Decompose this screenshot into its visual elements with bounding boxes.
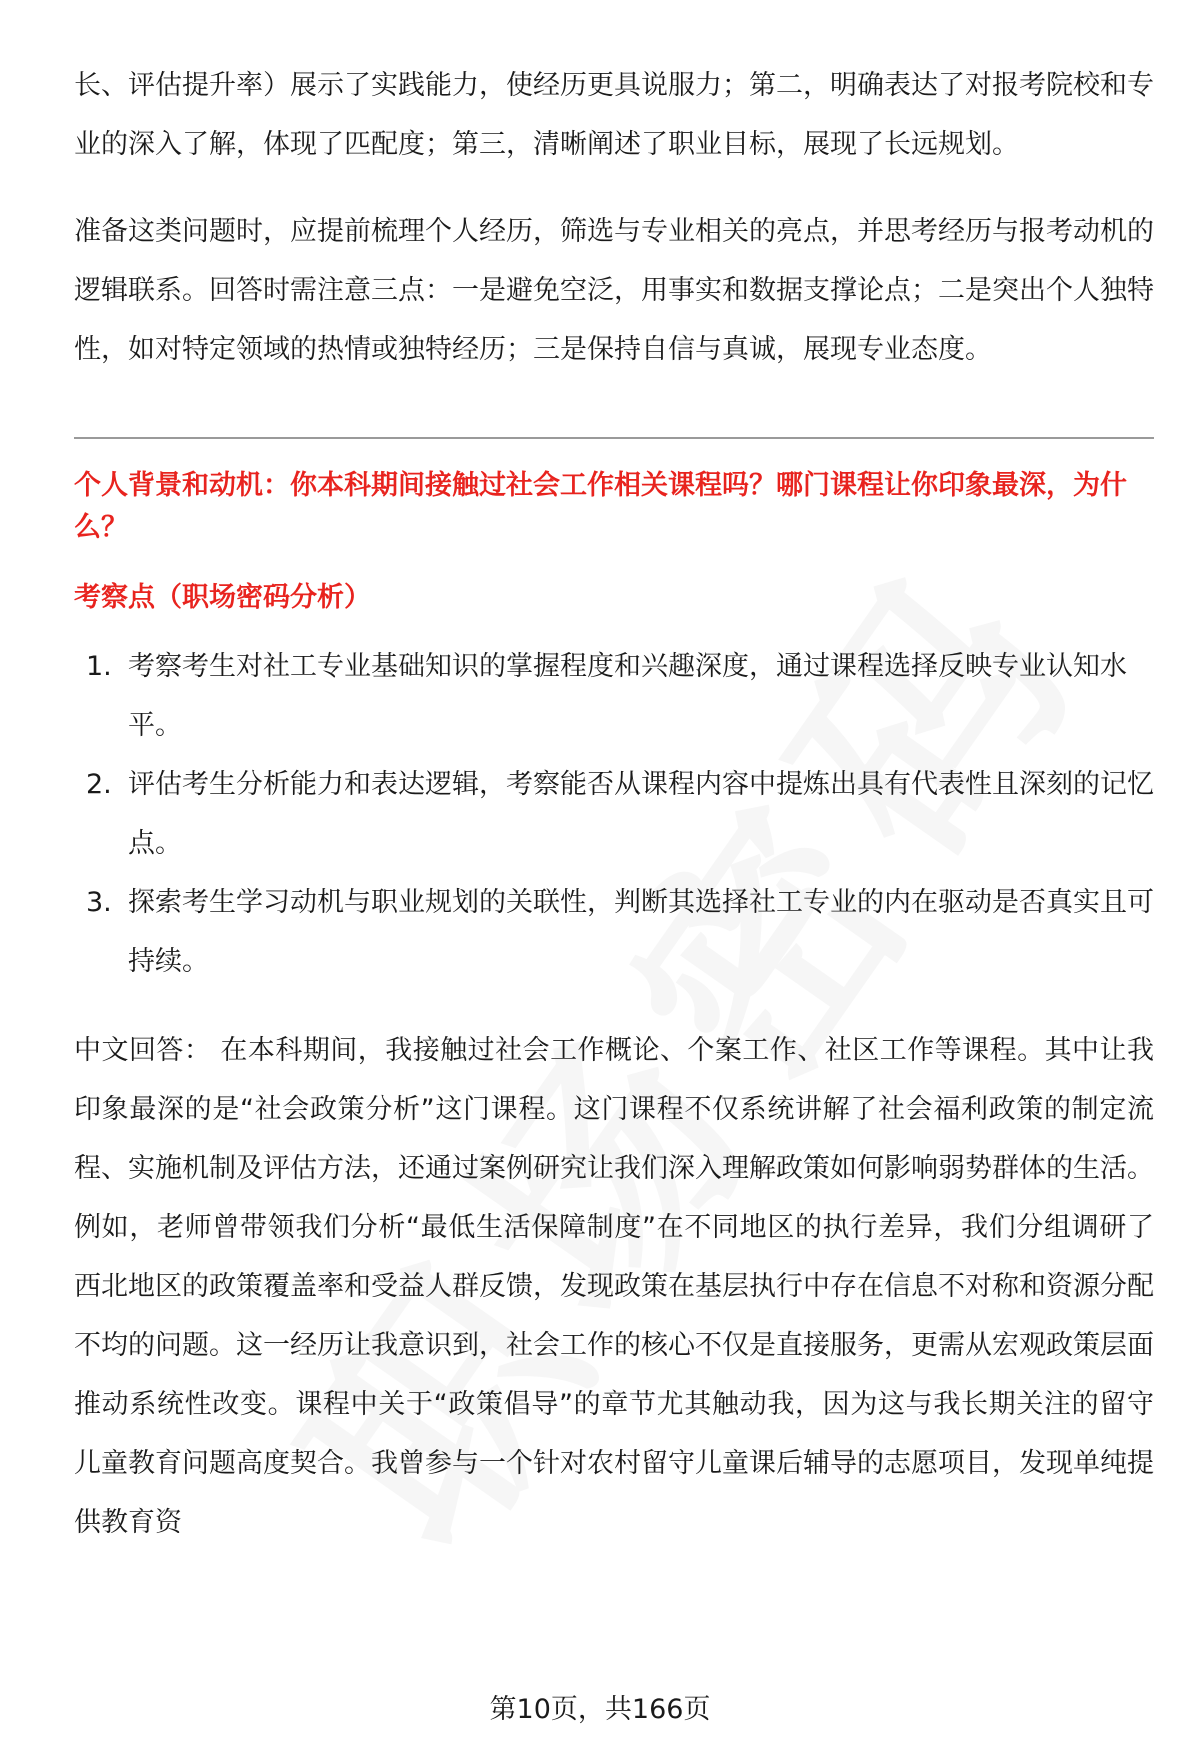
point-text: 考察考生对社工专业基础知识的掌握程度和兴趣深度，通过课程选择反映专业认知水平。	[128, 651, 1127, 741]
point-number: 2.	[86, 769, 112, 800]
point-text: 探索考生学习动机与职业规划的关联性，判断其选择社工专业的内在驱动是否真实且可持续。	[128, 887, 1154, 977]
point-text: 评估考生分析能力和表达逻辑，考察能否从课程内容中提炼出具有代表性且深刻的记忆点。	[128, 769, 1154, 859]
intro-paragraph-2: 准备这类问题时，应提前梳理个人经历，筛选与专业相关的亮点，并思考经历与报考动机的逻辑联系。回答时需注意三点：一是避免空泛，用事实和数据支撑论点；二是突出个人独特性，如对特定领域的热情或独特经历；三是保持自信与真诚，展现专业态度。	[74, 216, 1154, 365]
intro-paragraph-1: 长、评估提升率）展示了实践能力，使经历更具说服力；第二，明确表达了对报考院校和专业的深入了解，体现了匹配度；第三，清晰阐述了职业目标，展现了长远规划。	[74, 70, 1154, 160]
analysis-point	[74, 873, 1154, 991]
page-number-footer: 第10页，共166页	[489, 1694, 711, 1725]
analysis-points-list	[74, 637, 1154, 991]
analysis-heading: 考察点（职场密码分析）	[74, 582, 371, 613]
document-body	[74, 56, 1154, 1552]
point-number: 3.	[86, 887, 112, 918]
analysis-point	[74, 637, 1154, 755]
section-divider	[74, 437, 1154, 439]
answer-paragraph: 中文回答： 在本科期间，我接触过社会工作概论、个案工作、社区工作等课程。其中让我印象最深的是“社会政策分析”这门课程。这门课程不仅系统讲解了社会福利政策的制定流程、实施机制及评估方法，还通过案例研究让我们深入理解政策如何影响弱势群体的生活。例如，老师曾带领我们分析“最低生活保障制度”在不同地区的执行差异，我们分组调研了西北地区的政策覆盖率和受益人群反馈，发现政策在基层执行中存在信息不对称和资源分配不均的问题。这一经历让我意识到，社会工作的核心不仅是直接服务，更需从宏观政策层面推动系统性改变。课程中关于“政策倡导”的章节尤其触动我，因为这与我长期关注的留守儿童教育问题高度契合。我曾参与一个针对农村留守儿童课后辅导的志愿项目，发现单纯提供教育资	[74, 1035, 1154, 1538]
point-number: 1.	[86, 651, 112, 682]
question-heading: 个人背景和动机：你本科期间接触过社会工作相关课程吗？哪门课程让你印象最深，为什么？	[74, 470, 1127, 543]
analysis-point	[74, 755, 1154, 873]
